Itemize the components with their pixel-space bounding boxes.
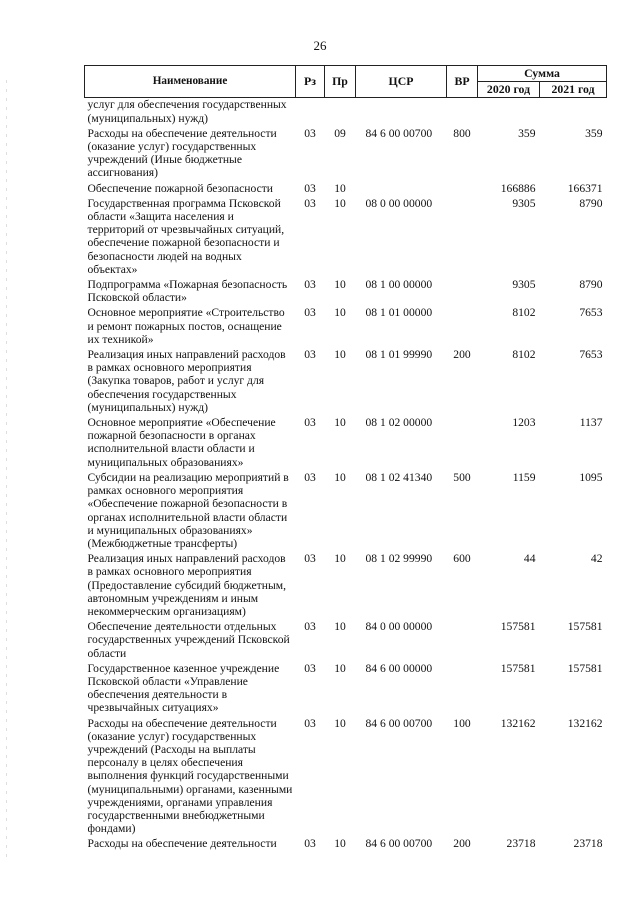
- row-pr: 10: [334, 306, 346, 320]
- row-sum-2021: 1095: [579, 470, 603, 484]
- row-csr: 08 1 01 99990: [365, 348, 433, 362]
- row-csr: 08 0 00 00000: [365, 196, 433, 210]
- row-sum-2020: 9305: [512, 196, 536, 210]
- table-row: [85, 552, 607, 620]
- row-name: Субсидии на реализацию мероприятий в рамках основного мероприятия «Обеспечение пожарной безопасности в органах исполнительной власти области и муниципальных образованиях» (Межбюджетные трансферты): [87, 470, 289, 550]
- row-rz: [296, 98, 325, 127]
- row-vr: 800: [453, 126, 471, 140]
- row-sum-2021: 157581: [567, 661, 603, 675]
- table-row: [85, 348, 607, 416]
- row-name: услуг для обеспечения государственных (муниципальных) нужд): [87, 98, 287, 125]
- row-sum-2021: 132162: [567, 716, 603, 730]
- row-name: Подпрограмма «Пожарная безопасность Псковской области»: [87, 278, 288, 305]
- row-vr: 200: [453, 837, 471, 851]
- row-csr: 08 1 00 00000: [365, 278, 433, 292]
- row-name: Расходы на обеспечение деятельности (оказание услуг) государственных учреждений (Иные бюджетные ассигнования): [87, 126, 277, 180]
- row-csr: 84 6 00 00700: [365, 716, 433, 730]
- row-vr: 200: [453, 348, 471, 362]
- row-rz: 03: [304, 348, 316, 362]
- header-vr: ВР: [447, 66, 478, 98]
- page-number: 26: [313, 38, 327, 53]
- row-name: Расходы на обеспечение деятельности: [87, 837, 277, 851]
- row-pr: [325, 98, 356, 127]
- header-rz: Рз: [296, 66, 325, 98]
- row-vr: [447, 182, 478, 197]
- row-rz: 03: [304, 181, 316, 195]
- row-rz: 03: [304, 661, 316, 675]
- row-sum-2021: 359: [585, 126, 603, 140]
- row-name: Обеспечение пожарной безопасности: [87, 181, 274, 195]
- row-vr: [447, 416, 478, 471]
- row-sum-2020: 166886: [500, 181, 536, 195]
- row-pr: 10: [334, 348, 346, 362]
- table-row: [85, 197, 607, 278]
- row-sum-2021: 8790: [579, 196, 603, 210]
- row-sum-2021: [540, 98, 607, 127]
- header-pr: Пр: [325, 66, 356, 98]
- row-vr: [447, 620, 478, 662]
- row-sum-2020: 1203: [512, 416, 536, 430]
- row-sum-2020: 157581: [500, 620, 536, 634]
- table-row: [85, 306, 607, 348]
- row-pr: 10: [334, 470, 346, 484]
- row-pr: 10: [334, 552, 346, 566]
- scan-edge-artifact: [6, 80, 7, 860]
- row-rz: 03: [304, 416, 316, 430]
- row-csr: 08 1 02 00000: [365, 416, 433, 430]
- row-vr: [447, 278, 478, 306]
- table-row: [85, 717, 607, 838]
- row-sum-2021: 7653: [579, 306, 603, 320]
- row-name: Основное мероприятие «Обеспечение пожарной безопасности в органах исполнительной власти области и муниципальных образованиях»: [87, 416, 276, 469]
- table-row: [85, 471, 607, 552]
- row-vr: 600: [453, 552, 471, 566]
- row-pr: 09: [334, 126, 346, 140]
- row-vr: [447, 98, 478, 127]
- row-pr: 10: [334, 181, 346, 195]
- row-sum-2021: 7653: [579, 348, 603, 362]
- row-rz: 03: [304, 306, 316, 320]
- row-sum-2021: 8790: [579, 278, 603, 292]
- budget-table: [84, 65, 607, 853]
- row-name: Реализация иных направлений расходов в рамках основного мероприятия (Закупка товаров, работ и услуг для обеспечения государственных (муниципальных) нужд): [87, 348, 286, 414]
- row-csr: 08 1 02 41340: [365, 470, 433, 484]
- header-name: Наименование: [85, 66, 296, 98]
- table-row: [85, 98, 607, 127]
- row-csr: 08 1 02 99990: [365, 552, 433, 566]
- table-body: [85, 98, 607, 853]
- row-sum-2020: 132162: [500, 716, 536, 730]
- table-row: [85, 278, 607, 306]
- row-pr: 10: [334, 416, 346, 430]
- row-sum-2021: 23718: [573, 837, 603, 851]
- row-rz: 03: [304, 278, 316, 292]
- row-vr: [447, 306, 478, 348]
- table-header: [85, 66, 607, 98]
- header-year-2021: 2021 год: [540, 82, 607, 98]
- row-sum-2021: 166371: [567, 181, 603, 195]
- row-pr: 10: [334, 196, 346, 210]
- row-pr: 10: [334, 661, 346, 675]
- row-name: Государственное казенное учреждение Псковской области «Управление обеспечения деятельности в чрезвычайных ситуациях»: [87, 661, 280, 715]
- table-row: [85, 620, 607, 662]
- row-csr: [356, 182, 447, 197]
- row-pr: 10: [334, 278, 346, 292]
- table-row: [85, 182, 607, 197]
- row-sum-2020: 44: [523, 552, 536, 566]
- row-csr: 84 0 00 00000: [365, 620, 433, 634]
- table-row: [85, 416, 607, 471]
- row-vr: [447, 197, 478, 278]
- row-sum-2020: 1159: [512, 470, 536, 484]
- row-rz: 03: [304, 126, 316, 140]
- row-sum-2021: 1137: [579, 416, 603, 430]
- row-rz: 03: [304, 620, 316, 634]
- row-csr: [356, 98, 447, 127]
- row-rz: 03: [304, 196, 316, 210]
- row-csr: 84 6 00 00000: [365, 661, 433, 675]
- row-sum-2020: [478, 98, 540, 127]
- row-vr: 100: [453, 716, 471, 730]
- row-sum-2020: 9305: [512, 278, 536, 292]
- row-vr: [447, 662, 478, 717]
- table-row: [85, 837, 607, 852]
- row-name: Обеспечение деятельности отдельных государственных учреждений Псковской области: [87, 620, 290, 660]
- row-rz: 03: [304, 552, 316, 566]
- header-sum: Сумма: [478, 66, 607, 82]
- row-rz: 03: [304, 837, 316, 851]
- header-year-2020: 2020 год: [478, 82, 540, 98]
- row-rz: 03: [304, 716, 316, 730]
- table-row: [85, 662, 607, 717]
- row-sum-2020: 359: [518, 126, 536, 140]
- row-name: Основное мероприятие «Строительство и ремонт пожарных постов, оснащение их техникой»: [87, 306, 285, 346]
- row-name: Государственная программа Псковской области «Защита населения и территорий от чрезвычайных ситуаций, обеспечение пожарной безопасности и безопасности людей на водных объектах»: [87, 196, 285, 276]
- row-csr: 84 6 00 00700: [365, 837, 433, 851]
- row-name: Расходы на обеспечение деятельности (оказание услуг) государственных учреждений (Расходы на выплаты персоналу в целях обеспечения выполнения функций государственными (муниципальными) органами, казенными учреждениями, органами управления государственными внебюджетными фондами): [87, 716, 293, 836]
- row-csr: 08 1 01 00000: [365, 306, 433, 320]
- row-pr: 10: [334, 837, 346, 851]
- row-pr: 10: [334, 716, 346, 730]
- row-sum-2020: 8102: [512, 306, 536, 320]
- row-sum-2021: 157581: [567, 620, 603, 634]
- row-name: Реализация иных направлений расходов в рамках основного мероприятия (Предоставление субсидий бюджетным, автономным учреждениям и иным некоммерческим организациям): [87, 552, 286, 618]
- row-sum-2020: 157581: [500, 661, 536, 675]
- row-pr: 10: [334, 620, 346, 634]
- row-vr: 500: [453, 470, 471, 484]
- table-row: [85, 127, 607, 182]
- row-csr: 84 6 00 00700: [365, 126, 433, 140]
- row-rz: 03: [304, 470, 316, 484]
- row-sum-2020: 23718: [506, 837, 536, 851]
- row-sum-2021: 42: [590, 552, 603, 566]
- row-sum-2020: 8102: [512, 348, 536, 362]
- header-csr: ЦСР: [356, 66, 447, 98]
